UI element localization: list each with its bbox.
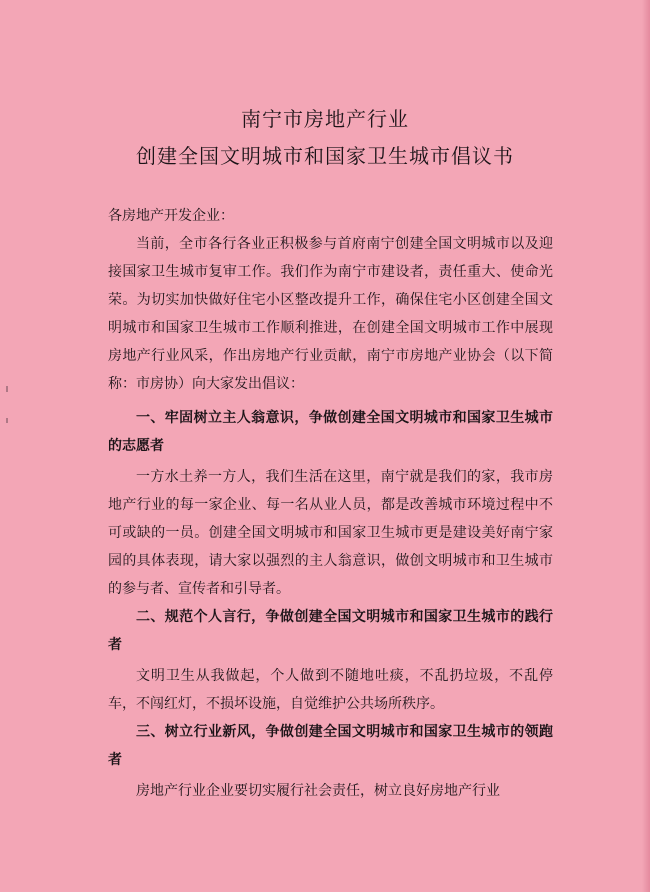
- paragraph-intro: 当前，全市各行各业正积极参与首府南宁创建全国文明城市以及迎接国家卫生城市复审工作。我们作为南宁市建设者，责任重大、使命光荣。为切实加快做好住宅小区整改提升工作，确保住宅小区创建全国文明城市和国家卫生城市工作顺利推进，在创建全国文明城市工作中展现房地产行业风采，作出房地产行业贡献，南宁市房地产业协会（以下简称：市房协）向大家发出倡议：: [108, 236, 553, 392]
- scan-mark: [6, 386, 8, 392]
- document-title-line1: 南宁市房地产行业: [241, 107, 409, 131]
- section-heading-2: 二、规范个人言行，争做创建全国文明城市和国家卫生城市的践行者: [108, 609, 553, 653]
- section-heading-1: 一、牢固树立主人翁意识，争做创建全国文明城市和国家卫生城市的志愿者: [108, 410, 553, 454]
- scan-mark: [6, 418, 8, 423]
- page-edge-shadow: [642, 0, 650, 892]
- section-heading-3: 三、树立行业新风，争做创建全国文明城市和国家卫生城市的领跑者: [108, 724, 553, 768]
- paragraph-section-1: 一方水土养一方人，我们生活在这里，南宁就是我们的家，我市房地产行业的每一家企业、每一名从业人员，都是改善城市环境过程中不可或缺的一员。创建全国文明城市和国家卫生城市更是建设美好南宁家园的具体表现，请大家以强烈的主人翁意识，做创文明城市和卫生城市的参与者、宣传者和引导者。: [108, 469, 553, 597]
- paragraph-section-2: 文明卫生从我做起，个人做到不随地吐痰，不乱扔垃圾，不乱停车，不闯红灯，不损坏设施，自觉维护公共场所秩序。: [108, 668, 553, 712]
- document-title-line2: 创建全国文明城市和国家卫生城市倡议书: [136, 144, 514, 168]
- paragraph-section-3: 房地产行业企业要切实履行社会责任，树立良好房地产行业: [136, 783, 500, 799]
- salutation: 各房地产开发企业：: [108, 208, 234, 224]
